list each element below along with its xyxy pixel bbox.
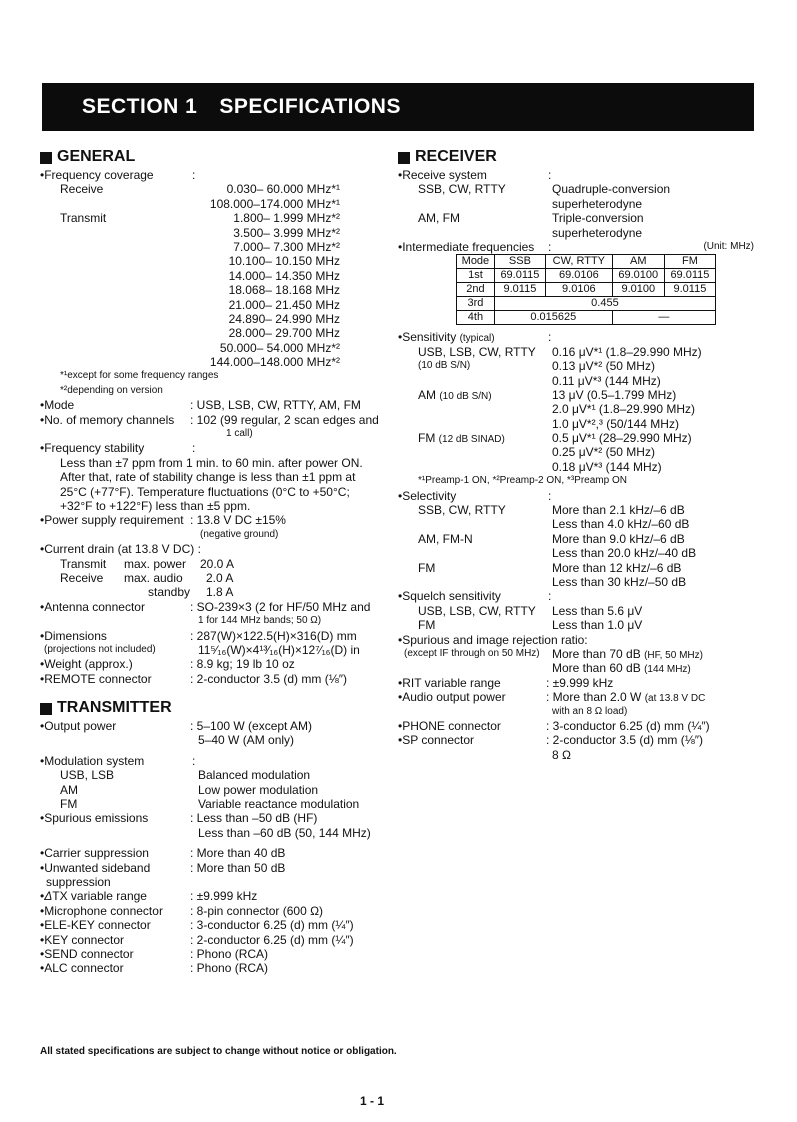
tx-range: 21.000– 21.450 MHz (228, 297, 340, 312)
tx-range: 10.100– 10.150 MHz (228, 254, 340, 269)
dimensions-note: (projections not included) (44, 643, 156, 655)
footnote: *¹except for some frequency ranges (60, 370, 219, 382)
square-bullet-icon (40, 152, 52, 164)
send-value: : Phono (RCA) (190, 946, 269, 961)
output-power-label: • Output power (40, 719, 116, 733)
dimensions-inches: 11⁵⁄₁₆(W)×4¹³⁄₁₆(H)×12⁷⁄₁₆(D) in (198, 642, 360, 657)
left-column: GENERAL • Frequency coverage : Receive 0.030– 60.000 MHz*¹ 108.000–174.000 MHz*¹ Transmit 1.800– 1.999 MHz*² 3.500– 3.999 MHz*² 7.000– 7.300 MHz*² 10.100– 10.150 MHz 14.000– 14.350 MHz 18.068– 18.168 MHz 21.000– 21.450 MHz 24.890– 24.990 MHz 28.000– 29.700 MHz 50.000– 54.000 MHz*² 144.000–148.000 MHz*² *¹except for some frequency ranges *²depending on version • Mode : USB, LSB, CW, RTTY, AM, FM • No. of memory channels : 102 (99 regular, 2 scan edges and 1 call) • Frequency stability : Less than ±7 ppm from 1 min. to 60 min. after power ON. After that, rate of stability change is less than ±1 ppm at 25°C (+77°F). Temperature fluctuations (0°C to +50°C; +32°F to +122°F) less than ±5 ppm. • Power supply requirement : 13.8 V DC ±15% (negative ground) • Current drain (at 13.8 V DC) : Transmit max. power 20.0 A Receive max. audio 2.0 A standby 1.8 A • Antenna connector : SO-239×3 (2 for HF/50 MHz and 1 for 144 MHz bands; 50 Ω) • Dimensions : 287(W)×122.5(H)×316(D) mm (projections not included) 11⁵⁄₁₆(W)×4¹³⁄₁₆(H)×12⁷⁄₁₆(D) in • Weight (approx.) : 8.9 kg; 19 lb 10 oz • REMOTE connector : 2-conductor 3.5 (d) mm (⅛″) TRANSMITTER • Output power : 5–100 W (except AM) 5–40 W (AM only) • Modulation system : USB, LSB Balanced modulation AM Low power modulation FM Variable reactance modulation • Spurious emissions : Less than –50 dB (HF) Less than –60 dB (50, 144 MHz) • Carrier suppression : More than 40 dB • Unwanted sideband : More than 50 dB suppression • ΔTX variable range : ±9.999 kHz • Microphone connector : 8-pin connector (600 Ω) • ELE-KEY connector : 3-conductor 6.25 (d) mm (¼″) • KEY connector : 2-conductor 6.25 (d) mm (¼″) • SEND connector : Phono (RCA) • ALC connector : Phono (RCA) (40, 147, 380, 976)
table-row: 4th 0.015625 — (457, 311, 716, 325)
elekey-label: • ELE-KEY connector (40, 918, 151, 932)
carrier-label: • Carrier suppression (40, 846, 149, 860)
memory-label: • No. of memory channels (40, 413, 174, 427)
selectivity-label: • Selectivity (398, 489, 456, 503)
remote-label: • REMOTE connector (40, 672, 152, 686)
if-unit: (Unit: MHz) (703, 240, 754, 252)
psu-value: : 13.8 V DC ±15% (190, 513, 286, 528)
section-title: SPECIFICATIONS (219, 94, 401, 118)
tx-range: 50.000– 54.000 MHz*² (219, 340, 340, 355)
squelch-label: • Squelch sensitivity (398, 589, 501, 603)
table-row: 3rd 0.455 (457, 297, 716, 311)
freq-coverage-label: • Frequency coverage (40, 168, 154, 182)
psu-value-cont: (negative ground) (200, 528, 279, 540)
transmitter-heading: TRANSMITTER (40, 698, 380, 718)
tx-range: 7.000– 7.300 MHz*² (233, 239, 340, 254)
mic-label: • Microphone connector (40, 904, 163, 918)
memory-value-cont: 1 call) (226, 428, 253, 440)
alc-value: : Phono (RCA) (190, 961, 269, 976)
tx-range: 3.500– 3.999 MHz*² (233, 225, 340, 240)
footnote: *²depending on version (60, 384, 163, 396)
page-number: 1 - 1 (360, 1094, 385, 1108)
transmit-label: Transmit (60, 211, 107, 226)
modulation-label: • Modulation system (40, 754, 144, 768)
square-bullet-icon (40, 703, 52, 715)
unwanted-value: : More than 50 dB (190, 860, 286, 875)
section-banner (42, 83, 754, 131)
key-value: : 2-conductor 6.25 (d) mm (¼″) (190, 932, 354, 947)
key-label: • KEY connector (40, 933, 124, 947)
weight-label: • Weight (approx.) (40, 657, 133, 671)
antenna-value-cont: 1 for 144 MHz bands; 50 Ω) (198, 615, 322, 627)
delta-icon: Δ (44, 889, 53, 904)
rx-range: 0.030– 60.000 MHz*¹ (226, 182, 340, 197)
receive-system-label: • Receive system (398, 168, 487, 182)
stability-text: After that, rate of stability change is less than ±1 ppm at (60, 470, 356, 485)
send-label: • SEND connector (40, 947, 134, 961)
footer-note: All stated specifications are subject to change without notice or obligation. (40, 1046, 397, 1057)
square-bullet-icon (398, 152, 410, 164)
mode-value: : USB, LSB, CW, RTTY, AM, FM (190, 398, 361, 413)
stability-text: 25°C (+77°F). Temperature fluctuations (0°C to +50°C; (60, 484, 350, 499)
rit-value: : ±9.999 kHz (546, 675, 614, 690)
tx-range: 144.000–148.000 MHz*² (209, 355, 340, 370)
alc-label: • ALC connector (40, 961, 124, 975)
table-row: 1st 69.0115 69.0106 69.0100 69.0115 (457, 269, 716, 283)
spurious-label: • Spurious emissions (40, 811, 148, 825)
drain-value: 2.0 A (206, 570, 234, 585)
section-number: SECTION 1 (82, 94, 198, 118)
output-power-value-cont: 5–40 W (AM only) (198, 733, 295, 748)
tx-range: 14.000– 14.350 MHz (228, 268, 340, 283)
phone-label: • PHONE connector (398, 719, 501, 733)
if-table (456, 254, 716, 325)
spurious-value-cont: Less than –60 dB (50, 144 MHz) (198, 825, 371, 840)
table-row: Mode SSB CW, RTTY AM FM (457, 255, 716, 269)
sp-label: • SP connector (398, 733, 474, 747)
stability-label: • Frequency stability (40, 441, 144, 455)
dtx-label: • ΔTX variable range (40, 889, 147, 903)
rit-label: • RIT variable range (398, 676, 501, 690)
general-heading: GENERAL (40, 147, 380, 167)
tx-range: 28.000– 29.700 MHz (228, 326, 340, 341)
stability-text: Less than ±7 ppm from 1 min. to 60 min. after power ON. (60, 455, 363, 470)
carrier-value: : More than 40 dB (190, 846, 286, 861)
dtx-value: : ±9.999 kHz (190, 889, 258, 904)
spurious-rejection-label: • Spurious and image rejection ratio: (398, 633, 588, 647)
elekey-value: : 3-conductor 6.25 (d) mm (¼″) (190, 918, 354, 933)
receiver-heading: RECEIVER (398, 147, 758, 167)
audio-output-label: • Audio output power (398, 690, 506, 704)
output-power-value: : 5–100 W (except AM) (190, 719, 313, 734)
spurious-value: : Less than –50 dB (HF) (190, 811, 318, 826)
drain-value: 1.8 A (206, 585, 234, 600)
mic-value: : 8-pin connector (600 Ω) (190, 903, 324, 918)
stability-text: +32°F to +122°F) less than ±5 ppm. (60, 498, 251, 513)
dimensions-label: • Dimensions (40, 629, 107, 643)
rx-range: 108.000–174.000 MHz*¹ (209, 196, 340, 211)
antenna-value: : SO-239×3 (2 for HF/50 MHz and (190, 599, 371, 614)
tx-range: 24.890– 24.990 MHz (228, 311, 340, 326)
weight-value: : 8.9 kg; 19 lb 10 oz (190, 657, 295, 672)
if-table-wrap (398, 254, 758, 330)
remote-value: : 2-conductor 3.5 (d) mm (⅛″) (190, 671, 347, 686)
right-column: RECEIVER • Receive system : SSB, CW, RTTY Quadruple-conversion superheterodyne AM, FM Triple-conversion superheterodyne • Intermediate frequencies : (Unit: MHz) Mode SSB CW, RTTY AM FM 1st 69.0115 69.0106 69.0100 69.0115 2nd 9.0115 9.0106 9.0100 9.0115 3rd 0.455 4th 0.015625 — • Sensitivity (typical) : USB, LSB, CW, RTTY 0.16 μV*¹ (1.8–29.990 MHz) (10 dB S/N) 0.13 μV*² (50 MHz) 0.11 μV*³ (144 MHz) AM (10 dB S/N) 13 μV (0.5–1.799 MHz) 2.0 μV*¹ (1.8–29.990 MHz) 1.0 μV*²,³ (50/144 MHz) FM (12 dB SINAD) 0.5 μV*¹ (28–29.990 MHz) 0.25 μV*² (50 MHz) 0.18 μV*³ (144 MHz) *¹Preamp-1 ON, *²Preamp-2 ON, *³Preamp ON • Selectivity : SSB, CW, RTTY More than 2.1 kHz/–6 dB Less than 4.0 kHz/–60 dB AM, FM-N More than 9.0 kHz/–6 dB Less than 20.0 kHz/–40 dB FM More than 12 kHz/–6 dB Less than 30 kHz/–50 dB • Squelch sensitivity : USB, LSB, CW, RTTY Less than 5.6 μV FM Less than 1.0 μV • Spurious and image rejection ratio: (except IF through on 50 MHz) More than 70 dB (HF, 50 MHz) More than 60 dB (144 MHz) • RIT variable range : ±9.999 kHz • Audio output power : More than 2.0 W (at 13.8 V DC with an 8 Ω load) • PHONE connector : 3-conductor 6.25 (d) mm (¼″) • SP connector : 2-conductor 3.5 (d) mm (⅛″) 8 Ω (398, 147, 758, 762)
sp-value: : 2-conductor 3.5 (d) mm (⅛″) (546, 733, 703, 748)
if-label: • Intermediate frequencies (398, 240, 534, 254)
phone-value: : 3-conductor 6.25 (d) mm (¼″) (546, 718, 710, 733)
drain-value: 20.0 A (200, 556, 235, 571)
dimensions-value: : 287(W)×122.5(H)×316(D) mm (190, 628, 357, 643)
mode-label: • Mode (40, 398, 74, 412)
psu-label: • Power supply requirement (40, 513, 184, 527)
receive-label: Receive (60, 182, 104, 197)
preamp-note: *¹Preamp-1 ON, *²Preamp-2 ON, *³Preamp ON (418, 475, 627, 487)
tx-range: 18.068– 18.168 MHz (228, 283, 340, 298)
memory-value: : 102 (99 regular, 2 scan edges and (190, 412, 379, 427)
antenna-label: • Antenna connector (40, 600, 145, 614)
audio-output-value: : More than 2.0 W (at 13.8 V DC (546, 690, 706, 705)
table-row: 2nd 9.0115 9.0106 9.0100 9.0115 (457, 283, 716, 297)
sensitivity-label: • Sensitivity (typical) (398, 330, 495, 346)
current-drain-label: • Current drain (at 13.8 V DC) : (40, 542, 201, 556)
tx-range: 1.800– 1.999 MHz*² (233, 211, 340, 226)
unwanted-label: • Unwanted sideband (40, 861, 150, 875)
